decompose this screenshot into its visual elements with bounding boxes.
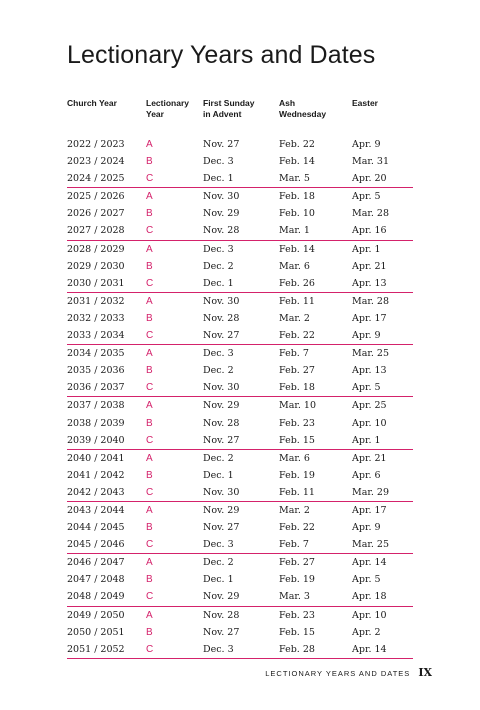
first-sunday-cell: Nov. 29 bbox=[203, 208, 240, 220]
table-row bbox=[67, 467, 413, 484]
header-lectionary-year: Lectionary Year bbox=[146, 98, 189, 119]
table-row bbox=[67, 484, 413, 502]
first-sunday-cell: Dec. 2 bbox=[203, 452, 234, 464]
table-row bbox=[67, 571, 413, 588]
header-church-year: Church Year bbox=[67, 98, 117, 108]
table-row bbox=[67, 327, 413, 345]
easter-cell: Mar. 25 bbox=[352, 539, 390, 551]
lectionary-year-cell: A bbox=[146, 452, 153, 464]
table-row bbox=[67, 293, 413, 310]
header-easter: Easter bbox=[352, 98, 378, 108]
first-sunday-cell: Nov. 28 bbox=[203, 312, 240, 324]
first-sunday-cell: Dec. 2 bbox=[203, 260, 234, 272]
table-row bbox=[67, 275, 413, 293]
easter-cell: Mar. 25 bbox=[352, 348, 390, 360]
ash-wednesday-cell: Mar. 5 bbox=[279, 173, 310, 185]
lectionary-year-cell: B bbox=[146, 574, 153, 586]
church-year-cell: 2028 / 2029 bbox=[67, 243, 125, 255]
church-year-cell: 2031 / 2032 bbox=[67, 295, 125, 307]
easter-cell: Apr. 17 bbox=[352, 504, 387, 516]
ash-wednesday-cell: Mar. 6 bbox=[279, 260, 310, 272]
easter-cell: Apr. 21 bbox=[352, 452, 387, 464]
church-year-cell: 2045 / 2046 bbox=[67, 539, 125, 551]
lectionary-year-cell: B bbox=[146, 260, 153, 272]
church-year-cell: 2050 / 2051 bbox=[67, 626, 125, 638]
ash-wednesday-cell: Feb. 18 bbox=[279, 191, 315, 203]
lectionary-year-cell: A bbox=[146, 243, 153, 255]
lectionary-year-cell: C bbox=[146, 591, 154, 603]
table-row bbox=[67, 415, 413, 432]
lectionary-year-cell: B bbox=[146, 365, 153, 377]
lectionary-year-cell: A bbox=[146, 557, 153, 569]
church-year-cell: 2036 / 2037 bbox=[67, 382, 125, 394]
table-row bbox=[67, 519, 413, 536]
lectionary-year-cell: B bbox=[146, 469, 153, 481]
first-sunday-cell: Nov. 28 bbox=[203, 417, 240, 429]
church-year-cell: 2041 / 2042 bbox=[67, 469, 125, 481]
first-sunday-cell: Nov. 27 bbox=[203, 626, 240, 638]
easter-cell: Apr. 10 bbox=[352, 417, 387, 429]
ash-wednesday-cell: Feb. 11 bbox=[279, 295, 315, 307]
ash-wednesday-cell: Mar. 10 bbox=[279, 400, 317, 412]
easter-cell: Apr. 20 bbox=[352, 173, 387, 185]
first-sunday-cell: Dec. 1 bbox=[203, 173, 234, 185]
table-row bbox=[67, 588, 413, 606]
table-row bbox=[67, 205, 413, 222]
ash-wednesday-cell: Feb. 14 bbox=[279, 156, 315, 168]
easter-cell: Apr. 14 bbox=[352, 557, 387, 569]
easter-cell: Apr. 13 bbox=[352, 277, 387, 289]
easter-cell: Apr. 5 bbox=[352, 574, 381, 586]
church-year-cell: 2033 / 2034 bbox=[67, 330, 125, 342]
church-year-cell: 2048 / 2049 bbox=[67, 591, 125, 603]
first-sunday-cell: Dec. 2 bbox=[203, 365, 234, 377]
ash-wednesday-cell: Feb. 22 bbox=[279, 139, 315, 150]
easter-cell: Apr. 1 bbox=[352, 243, 381, 255]
easter-cell: Apr. 9 bbox=[352, 522, 381, 534]
easter-cell: Apr. 13 bbox=[352, 365, 387, 377]
page-title: Lectionary Years and Dates bbox=[67, 41, 376, 69]
header-first-sunday-advent: First Sunday in Advent bbox=[203, 98, 255, 119]
first-sunday-cell: Nov. 29 bbox=[203, 591, 240, 603]
church-year-cell: 2025 / 2026 bbox=[67, 191, 125, 203]
lectionary-year-cell: A bbox=[146, 139, 153, 150]
easter-cell: Apr. 21 bbox=[352, 260, 387, 272]
easter-cell: Apr. 5 bbox=[352, 382, 381, 394]
easter-cell: Apr. 17 bbox=[352, 312, 387, 324]
table-row bbox=[67, 624, 413, 641]
first-sunday-cell: Nov. 28 bbox=[203, 609, 240, 621]
easter-cell: Apr. 2 bbox=[352, 626, 381, 638]
lectionary-year-cell: C bbox=[146, 643, 154, 655]
first-sunday-cell: Nov. 29 bbox=[203, 400, 240, 412]
table-row bbox=[67, 432, 413, 450]
ash-wednesday-cell: Feb. 18 bbox=[279, 382, 315, 394]
table-row bbox=[67, 641, 413, 659]
first-sunday-cell: Nov. 27 bbox=[203, 139, 240, 150]
church-year-cell: 2030 / 2031 bbox=[67, 277, 125, 289]
easter-cell: Mar. 31 bbox=[352, 156, 390, 168]
ash-wednesday-cell: Mar. 1 bbox=[279, 225, 310, 237]
easter-cell: Mar. 28 bbox=[352, 208, 390, 220]
page-footer bbox=[265, 666, 432, 679]
ash-wednesday-cell: Feb. 23 bbox=[279, 609, 315, 621]
table-row bbox=[67, 258, 413, 275]
church-year-cell: 2038 / 2039 bbox=[67, 417, 125, 429]
table-header bbox=[67, 98, 413, 130]
lectionary-year-cell: C bbox=[146, 330, 154, 342]
running-footer-label: LECTIONARY YEARS AND DATES bbox=[265, 669, 411, 678]
table-row bbox=[67, 153, 413, 170]
lectionary-year-cell: C bbox=[146, 434, 154, 446]
ash-wednesday-cell: Feb. 7 bbox=[279, 539, 309, 551]
ash-wednesday-cell: Feb. 28 bbox=[279, 643, 315, 655]
table-row bbox=[67, 222, 413, 240]
ash-wednesday-cell: Feb. 26 bbox=[279, 277, 315, 289]
first-sunday-cell: Dec. 1 bbox=[203, 574, 234, 586]
ash-wednesday-cell: Mar. 2 bbox=[279, 312, 310, 324]
lectionary-year-cell: C bbox=[146, 382, 154, 394]
table-row bbox=[67, 241, 413, 258]
table-row bbox=[67, 554, 413, 571]
church-year-cell: 2022 / 2023 bbox=[67, 139, 125, 150]
easter-cell: Apr. 25 bbox=[352, 400, 387, 412]
lectionary-year-cell: C bbox=[146, 173, 154, 185]
ash-wednesday-cell: Mar. 2 bbox=[279, 504, 310, 516]
church-year-cell: 2039 / 2040 bbox=[67, 434, 125, 446]
lectionary-table bbox=[67, 98, 413, 659]
table-row bbox=[67, 170, 413, 188]
lectionary-year-cell: A bbox=[146, 295, 153, 307]
church-year-cell: 2032 / 2033 bbox=[67, 312, 125, 324]
lectionary-year-cell: A bbox=[146, 191, 153, 203]
church-year-cell: 2037 / 2038 bbox=[67, 400, 125, 412]
easter-cell: Mar. 29 bbox=[352, 486, 390, 498]
table-row bbox=[67, 188, 413, 205]
lectionary-year-cell: A bbox=[146, 400, 153, 412]
ash-wednesday-cell: Feb. 14 bbox=[279, 243, 315, 255]
church-year-cell: 2047 / 2048 bbox=[67, 574, 125, 586]
easter-cell: Apr. 10 bbox=[352, 609, 387, 621]
table-row bbox=[67, 310, 413, 327]
ash-wednesday-cell: Feb. 22 bbox=[279, 330, 315, 342]
table-row bbox=[67, 362, 413, 379]
easter-cell: Apr. 16 bbox=[352, 225, 387, 237]
easter-cell: Apr. 5 bbox=[352, 191, 381, 203]
church-year-cell: 2024 / 2025 bbox=[67, 173, 125, 185]
church-year-cell: 2044 / 2045 bbox=[67, 522, 125, 534]
first-sunday-cell: Dec. 1 bbox=[203, 277, 234, 289]
first-sunday-cell: Nov. 29 bbox=[203, 504, 240, 516]
church-year-cell: 2046 / 2047 bbox=[67, 557, 125, 569]
lectionary-year-cell: B bbox=[146, 156, 153, 168]
easter-cell: Apr. 9 bbox=[352, 330, 381, 342]
first-sunday-cell: Dec. 3 bbox=[203, 539, 234, 551]
easter-cell: Apr. 9 bbox=[352, 139, 381, 150]
easter-cell: Apr. 14 bbox=[352, 643, 387, 655]
first-sunday-cell: Dec. 1 bbox=[203, 469, 234, 481]
first-sunday-cell: Dec. 3 bbox=[203, 643, 234, 655]
ash-wednesday-cell: Feb. 15 bbox=[279, 626, 315, 638]
ash-wednesday-cell: Feb. 15 bbox=[279, 434, 315, 446]
page-number: IX bbox=[418, 666, 432, 679]
church-year-cell: 2026 / 2027 bbox=[67, 208, 125, 220]
first-sunday-cell: Nov. 30 bbox=[203, 295, 240, 307]
first-sunday-cell: Nov. 27 bbox=[203, 434, 240, 446]
ash-wednesday-cell: Feb. 19 bbox=[279, 469, 315, 481]
lectionary-year-cell: C bbox=[146, 225, 154, 237]
table-row bbox=[67, 607, 413, 624]
church-year-cell: 2029 / 2030 bbox=[67, 260, 125, 272]
first-sunday-cell: Dec. 3 bbox=[203, 156, 234, 168]
easter-cell: Apr. 6 bbox=[352, 469, 381, 481]
ash-wednesday-cell: Feb. 23 bbox=[279, 417, 315, 429]
church-year-cell: 2035 / 2036 bbox=[67, 365, 125, 377]
ash-wednesday-cell: Feb. 27 bbox=[279, 557, 315, 569]
first-sunday-cell: Nov. 27 bbox=[203, 330, 240, 342]
lectionary-year-cell: C bbox=[146, 486, 154, 498]
first-sunday-cell: Dec. 2 bbox=[203, 557, 234, 569]
first-sunday-cell: Nov. 30 bbox=[203, 486, 240, 498]
lectionary-year-cell: A bbox=[146, 609, 153, 621]
ash-wednesday-cell: Feb. 11 bbox=[279, 486, 315, 498]
table-row bbox=[67, 345, 413, 362]
easter-cell: Apr. 1 bbox=[352, 434, 381, 446]
lectionary-year-cell: B bbox=[146, 522, 153, 534]
church-year-cell: 2034 / 2035 bbox=[67, 348, 125, 360]
lectionary-year-cell: A bbox=[146, 504, 153, 516]
ash-wednesday-cell: Mar. 3 bbox=[279, 591, 310, 603]
ash-wednesday-cell: Feb. 22 bbox=[279, 522, 315, 534]
ash-wednesday-cell: Feb. 7 bbox=[279, 348, 309, 360]
lectionary-year-cell: C bbox=[146, 539, 154, 551]
ash-wednesday-cell: Feb. 27 bbox=[279, 365, 315, 377]
table-row bbox=[67, 450, 413, 467]
lectionary-year-cell: A bbox=[146, 348, 153, 360]
lectionary-year-cell: B bbox=[146, 312, 153, 324]
header-ash-wednesday: Ash Wednesday bbox=[279, 98, 327, 119]
lectionary-year-cell: B bbox=[146, 626, 153, 638]
church-year-cell: 2023 / 2024 bbox=[67, 156, 125, 168]
ash-wednesday-cell: Mar. 6 bbox=[279, 452, 310, 464]
table-row bbox=[67, 136, 413, 153]
church-year-cell: 2040 / 2041 bbox=[67, 452, 125, 464]
first-sunday-cell: Nov. 30 bbox=[203, 191, 240, 203]
table-row bbox=[67, 397, 413, 414]
church-year-cell: 2042 / 2043 bbox=[67, 486, 125, 498]
table-body bbox=[67, 136, 413, 659]
ash-wednesday-cell: Feb. 19 bbox=[279, 574, 315, 586]
first-sunday-cell: Dec. 3 bbox=[203, 243, 234, 255]
first-sunday-cell: Dec. 3 bbox=[203, 348, 234, 360]
table-row bbox=[67, 379, 413, 397]
first-sunday-cell: Nov. 30 bbox=[203, 382, 240, 394]
easter-cell: Apr. 18 bbox=[352, 591, 387, 603]
church-year-cell: 2043 / 2044 bbox=[67, 504, 125, 516]
church-year-cell: 2027 / 2028 bbox=[67, 225, 125, 237]
ash-wednesday-cell: Feb. 10 bbox=[279, 208, 315, 220]
table-row bbox=[67, 536, 413, 554]
first-sunday-cell: Nov. 27 bbox=[203, 522, 240, 534]
lectionary-year-cell: B bbox=[146, 208, 153, 220]
lectionary-year-cell: B bbox=[146, 417, 153, 429]
church-year-cell: 2049 / 2050 bbox=[67, 609, 125, 621]
lectionary-year-cell: C bbox=[146, 277, 154, 289]
table-row bbox=[67, 502, 413, 519]
easter-cell: Mar. 28 bbox=[352, 295, 390, 307]
church-year-cell: 2051 / 2052 bbox=[67, 643, 125, 655]
first-sunday-cell: Nov. 28 bbox=[203, 225, 240, 237]
